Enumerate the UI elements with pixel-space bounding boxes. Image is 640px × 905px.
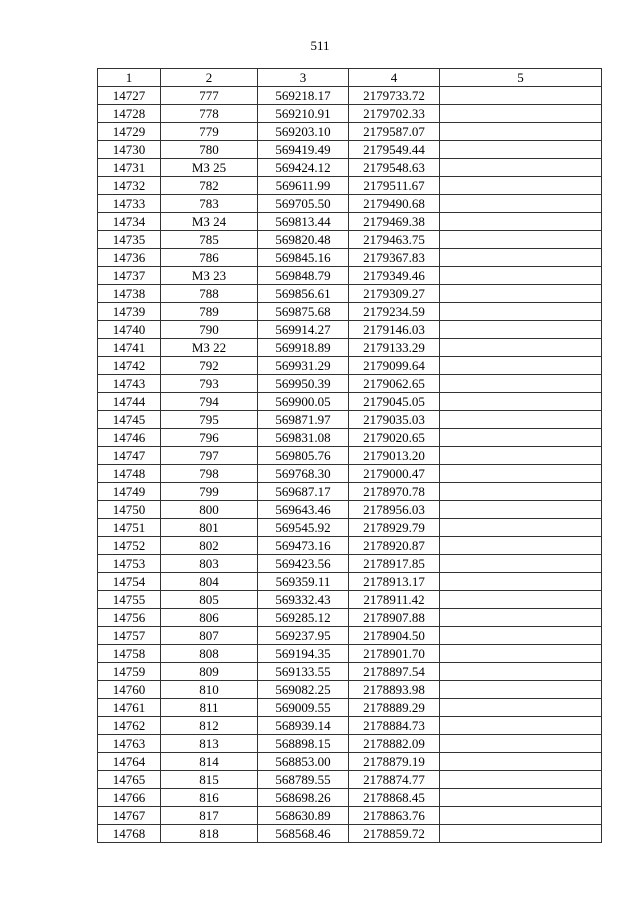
cell-row-id: 14736 [98,249,161,267]
table-row [98,771,602,789]
cell-point-label: 785 [161,231,258,249]
cell-row-id: 14738 [98,285,161,303]
cell-x-coordinate: 569210.91 [258,105,349,123]
table-row [98,105,602,123]
cell-note [440,213,602,231]
cell-row-id: 14745 [98,411,161,429]
cell-note [440,447,602,465]
cell-note [440,321,602,339]
table-row [98,195,602,213]
cell-point-label: 818 [161,825,258,843]
cell-y-coordinate: 2178911.42 [349,591,440,609]
cell-note [440,645,602,663]
cell-x-coordinate: 568568.46 [258,825,349,843]
cell-note [440,87,602,105]
cell-x-coordinate: 568630.89 [258,807,349,825]
cell-y-coordinate: 2179490.68 [349,195,440,213]
cell-x-coordinate: 569831.08 [258,429,349,447]
cell-point-label: 810 [161,681,258,699]
table-row [98,303,602,321]
cell-x-coordinate: 568789.55 [258,771,349,789]
cell-row-id: 14728 [98,105,161,123]
cell-point-label: 812 [161,717,258,735]
cell-x-coordinate: 569848.79 [258,267,349,285]
column-header-1: 1 [98,69,161,87]
cell-row-id: 14729 [98,123,161,141]
cell-row-id: 14766 [98,789,161,807]
cell-x-coordinate: 569237.95 [258,627,349,645]
cell-note [440,825,602,843]
cell-x-coordinate: 569218.17 [258,87,349,105]
cell-point-label: 800 [161,501,258,519]
table-row [98,627,602,645]
cell-note [440,429,602,447]
cell-x-coordinate: 569545.92 [258,519,349,537]
cell-row-id: 14731 [98,159,161,177]
cell-row-id: 14740 [98,321,161,339]
cell-point-label: 806 [161,609,258,627]
cell-x-coordinate: 569875.68 [258,303,349,321]
cell-y-coordinate: 2178901.70 [349,645,440,663]
cell-x-coordinate: 568898.15 [258,735,349,753]
cell-note [440,735,602,753]
cell-x-coordinate: 569931.29 [258,357,349,375]
cell-y-coordinate: 2179511.67 [349,177,440,195]
coordinates-table [97,68,602,843]
cell-note [440,573,602,591]
cell-x-coordinate: 569473.16 [258,537,349,555]
cell-x-coordinate: 569285.12 [258,609,349,627]
table-row [98,231,602,249]
cell-point-label: 782 [161,177,258,195]
cell-note [440,195,602,213]
cell-row-id: 14768 [98,825,161,843]
cell-y-coordinate: 2179133.29 [349,339,440,357]
cell-x-coordinate: 569950.39 [258,375,349,393]
cell-note [440,537,602,555]
cell-row-id: 14756 [98,609,161,627]
cell-point-label: 793 [161,375,258,393]
cell-x-coordinate: 569900.05 [258,393,349,411]
table-row [98,699,602,717]
cell-x-coordinate: 569359.11 [258,573,349,591]
cell-x-coordinate: 568698.26 [258,789,349,807]
cell-point-label: 792 [161,357,258,375]
cell-x-coordinate: 569203.10 [258,123,349,141]
cell-note [440,177,602,195]
table-row [98,447,602,465]
cell-y-coordinate: 2178893.98 [349,681,440,699]
cell-x-coordinate: 569820.48 [258,231,349,249]
table-row [98,519,602,537]
cell-row-id: 14763 [98,735,161,753]
cell-point-label: 808 [161,645,258,663]
cell-x-coordinate: 569687.17 [258,483,349,501]
cell-note [440,411,602,429]
table-row [98,249,602,267]
table-row [98,537,602,555]
cell-y-coordinate: 2179045.05 [349,393,440,411]
cell-x-coordinate: 569643.46 [258,501,349,519]
cell-point-label: МЗ 22 [161,339,258,357]
table-row [98,87,602,105]
cell-note [440,249,602,267]
cell-point-label: 795 [161,411,258,429]
table-row [98,663,602,681]
cell-note [440,807,602,825]
table-row [98,267,602,285]
cell-y-coordinate: 2179733.72 [349,87,440,105]
cell-x-coordinate: 569082.25 [258,681,349,699]
column-header-2: 2 [161,69,258,87]
cell-point-label: 788 [161,285,258,303]
cell-note [440,267,602,285]
cell-row-id: 14744 [98,393,161,411]
table-row [98,501,602,519]
table-row [98,123,602,141]
cell-note [440,375,602,393]
cell-row-id: 14760 [98,681,161,699]
cell-point-label: 777 [161,87,258,105]
cell-note [440,681,602,699]
cell-note [440,627,602,645]
cell-note [440,519,602,537]
table-row [98,573,602,591]
cell-x-coordinate: 568853.00 [258,753,349,771]
cell-y-coordinate: 2179549.44 [349,141,440,159]
table-row [98,555,602,573]
cell-note [440,555,602,573]
cell-y-coordinate: 2178868.45 [349,789,440,807]
cell-x-coordinate: 569813.44 [258,213,349,231]
cell-y-coordinate: 2179062.65 [349,375,440,393]
table-row [98,825,602,843]
cell-y-coordinate: 2179548.63 [349,159,440,177]
cell-point-label: 802 [161,537,258,555]
cell-note [440,501,602,519]
cell-point-label: 815 [161,771,258,789]
cell-y-coordinate: 2179469.38 [349,213,440,231]
table-row [98,285,602,303]
cell-y-coordinate: 2179234.59 [349,303,440,321]
cell-y-coordinate: 2179309.27 [349,285,440,303]
cell-point-label: 794 [161,393,258,411]
cell-point-label: 816 [161,789,258,807]
cell-y-coordinate: 2179000.47 [349,465,440,483]
cell-point-label: МЗ 23 [161,267,258,285]
cell-note [440,123,602,141]
table-row [98,483,602,501]
table-body [98,87,602,843]
cell-note [440,789,602,807]
cell-row-id: 14762 [98,717,161,735]
cell-x-coordinate: 569845.16 [258,249,349,267]
table-row [98,141,602,159]
table-row [98,339,602,357]
cell-x-coordinate: 569856.61 [258,285,349,303]
column-header-5: 5 [440,69,602,87]
cell-point-label: 801 [161,519,258,537]
cell-x-coordinate: 569768.30 [258,465,349,483]
cell-x-coordinate: 569705.50 [258,195,349,213]
cell-point-label: 813 [161,735,258,753]
cell-point-label: МЗ 25 [161,159,258,177]
cell-row-id: 14743 [98,375,161,393]
cell-point-label: 803 [161,555,258,573]
cell-x-coordinate: 568939.14 [258,717,349,735]
cell-note [440,159,602,177]
table-row [98,177,602,195]
cell-row-id: 14727 [98,87,161,105]
table-row [98,465,602,483]
cell-y-coordinate: 2179463.75 [349,231,440,249]
table-row [98,591,602,609]
cell-row-id: 14761 [98,699,161,717]
cell-y-coordinate: 2178889.29 [349,699,440,717]
table-row [98,609,602,627]
cell-note [440,141,602,159]
cell-row-id: 14751 [98,519,161,537]
cell-point-label: 779 [161,123,258,141]
cell-row-id: 14739 [98,303,161,321]
cell-note [440,105,602,123]
table-header-row [98,69,602,87]
cell-row-id: 14746 [98,429,161,447]
cell-point-label: 780 [161,141,258,159]
cell-row-id: 14742 [98,357,161,375]
table-row [98,753,602,771]
cell-row-id: 14764 [98,753,161,771]
cell-x-coordinate: 569871.97 [258,411,349,429]
cell-y-coordinate: 2179099.64 [349,357,440,375]
table-row [98,429,602,447]
cell-row-id: 14741 [98,339,161,357]
cell-point-label: 811 [161,699,258,717]
page-number: 511 [310,38,330,53]
cell-point-label: 778 [161,105,258,123]
cell-x-coordinate: 569419.49 [258,141,349,159]
cell-x-coordinate: 569914.27 [258,321,349,339]
cell-note [440,753,602,771]
cell-x-coordinate: 569194.35 [258,645,349,663]
cell-row-id: 14735 [98,231,161,249]
table-row [98,735,602,753]
cell-y-coordinate: 2178874.77 [349,771,440,789]
cell-note [440,357,602,375]
cell-y-coordinate: 2178917.85 [349,555,440,573]
cell-x-coordinate: 569424.12 [258,159,349,177]
cell-row-id: 14759 [98,663,161,681]
cell-point-label: 814 [161,753,258,771]
cell-point-label: 796 [161,429,258,447]
cell-y-coordinate: 2179702.33 [349,105,440,123]
cell-point-label: 807 [161,627,258,645]
cell-point-label: 783 [161,195,258,213]
cell-x-coordinate: 569611.99 [258,177,349,195]
table-row [98,213,602,231]
cell-point-label: 786 [161,249,258,267]
cell-x-coordinate: 569805.76 [258,447,349,465]
cell-y-coordinate: 2178929.79 [349,519,440,537]
cell-row-id: 14752 [98,537,161,555]
cell-row-id: 14758 [98,645,161,663]
cell-y-coordinate: 2178879.19 [349,753,440,771]
table-row [98,645,602,663]
table-row [98,807,602,825]
cell-row-id: 14748 [98,465,161,483]
cell-x-coordinate: 569423.56 [258,555,349,573]
cell-note [440,231,602,249]
cell-y-coordinate: 2179587.07 [349,123,440,141]
table-row [98,789,602,807]
cell-row-id: 14732 [98,177,161,195]
cell-y-coordinate: 2178904.50 [349,627,440,645]
cell-note [440,609,602,627]
cell-y-coordinate: 2179349.46 [349,267,440,285]
cell-y-coordinate: 2178913.17 [349,573,440,591]
cell-y-coordinate: 2178884.73 [349,717,440,735]
cell-note [440,591,602,609]
cell-point-label: 797 [161,447,258,465]
cell-row-id: 14767 [98,807,161,825]
table-row [98,717,602,735]
cell-note [440,663,602,681]
cell-point-label: 789 [161,303,258,321]
cell-point-label: 805 [161,591,258,609]
cell-y-coordinate: 2178920.87 [349,537,440,555]
table-row [98,411,602,429]
cell-row-id: 14757 [98,627,161,645]
cell-note [440,717,602,735]
cell-row-id: 14749 [98,483,161,501]
table-row [98,321,602,339]
cell-point-label: МЗ 24 [161,213,258,231]
cell-row-id: 14754 [98,573,161,591]
cell-point-label: 804 [161,573,258,591]
cell-row-id: 14755 [98,591,161,609]
cell-row-id: 14734 [98,213,161,231]
cell-note [440,285,602,303]
cell-y-coordinate: 2178907.88 [349,609,440,627]
cell-note [440,699,602,717]
cell-y-coordinate: 2178956.03 [349,501,440,519]
cell-row-id: 14750 [98,501,161,519]
cell-row-id: 14737 [98,267,161,285]
table-row [98,159,602,177]
cell-note [440,465,602,483]
cell-y-coordinate: 2179013.20 [349,447,440,465]
column-header-3: 3 [258,69,349,87]
cell-note [440,339,602,357]
table-row [98,375,602,393]
cell-note [440,483,602,501]
cell-x-coordinate: 569009.55 [258,699,349,717]
cell-row-id: 14753 [98,555,161,573]
table-row [98,393,602,411]
cell-y-coordinate: 2179020.65 [349,429,440,447]
cell-point-label: 799 [161,483,258,501]
cell-row-id: 14765 [98,771,161,789]
column-header-4: 4 [349,69,440,87]
table-row [98,681,602,699]
cell-y-coordinate: 2178897.54 [349,663,440,681]
cell-x-coordinate: 569918.89 [258,339,349,357]
cell-y-coordinate: 2179035.03 [349,411,440,429]
cell-note [440,771,602,789]
cell-x-coordinate: 569332.43 [258,591,349,609]
cell-row-id: 14733 [98,195,161,213]
cell-row-id: 14747 [98,447,161,465]
cell-point-label: 790 [161,321,258,339]
cell-point-label: 809 [161,663,258,681]
cell-note [440,393,602,411]
cell-y-coordinate: 2179146.03 [349,321,440,339]
cell-row-id: 14730 [98,141,161,159]
cell-y-coordinate: 2178882.09 [349,735,440,753]
cell-y-coordinate: 2179367.83 [349,249,440,267]
cell-note [440,303,602,321]
table-row [98,357,602,375]
cell-y-coordinate: 2178970.78 [349,483,440,501]
cell-point-label: 798 [161,465,258,483]
cell-y-coordinate: 2178859.72 [349,825,440,843]
cell-x-coordinate: 569133.55 [258,663,349,681]
cell-y-coordinate: 2178863.76 [349,807,440,825]
cell-point-label: 817 [161,807,258,825]
